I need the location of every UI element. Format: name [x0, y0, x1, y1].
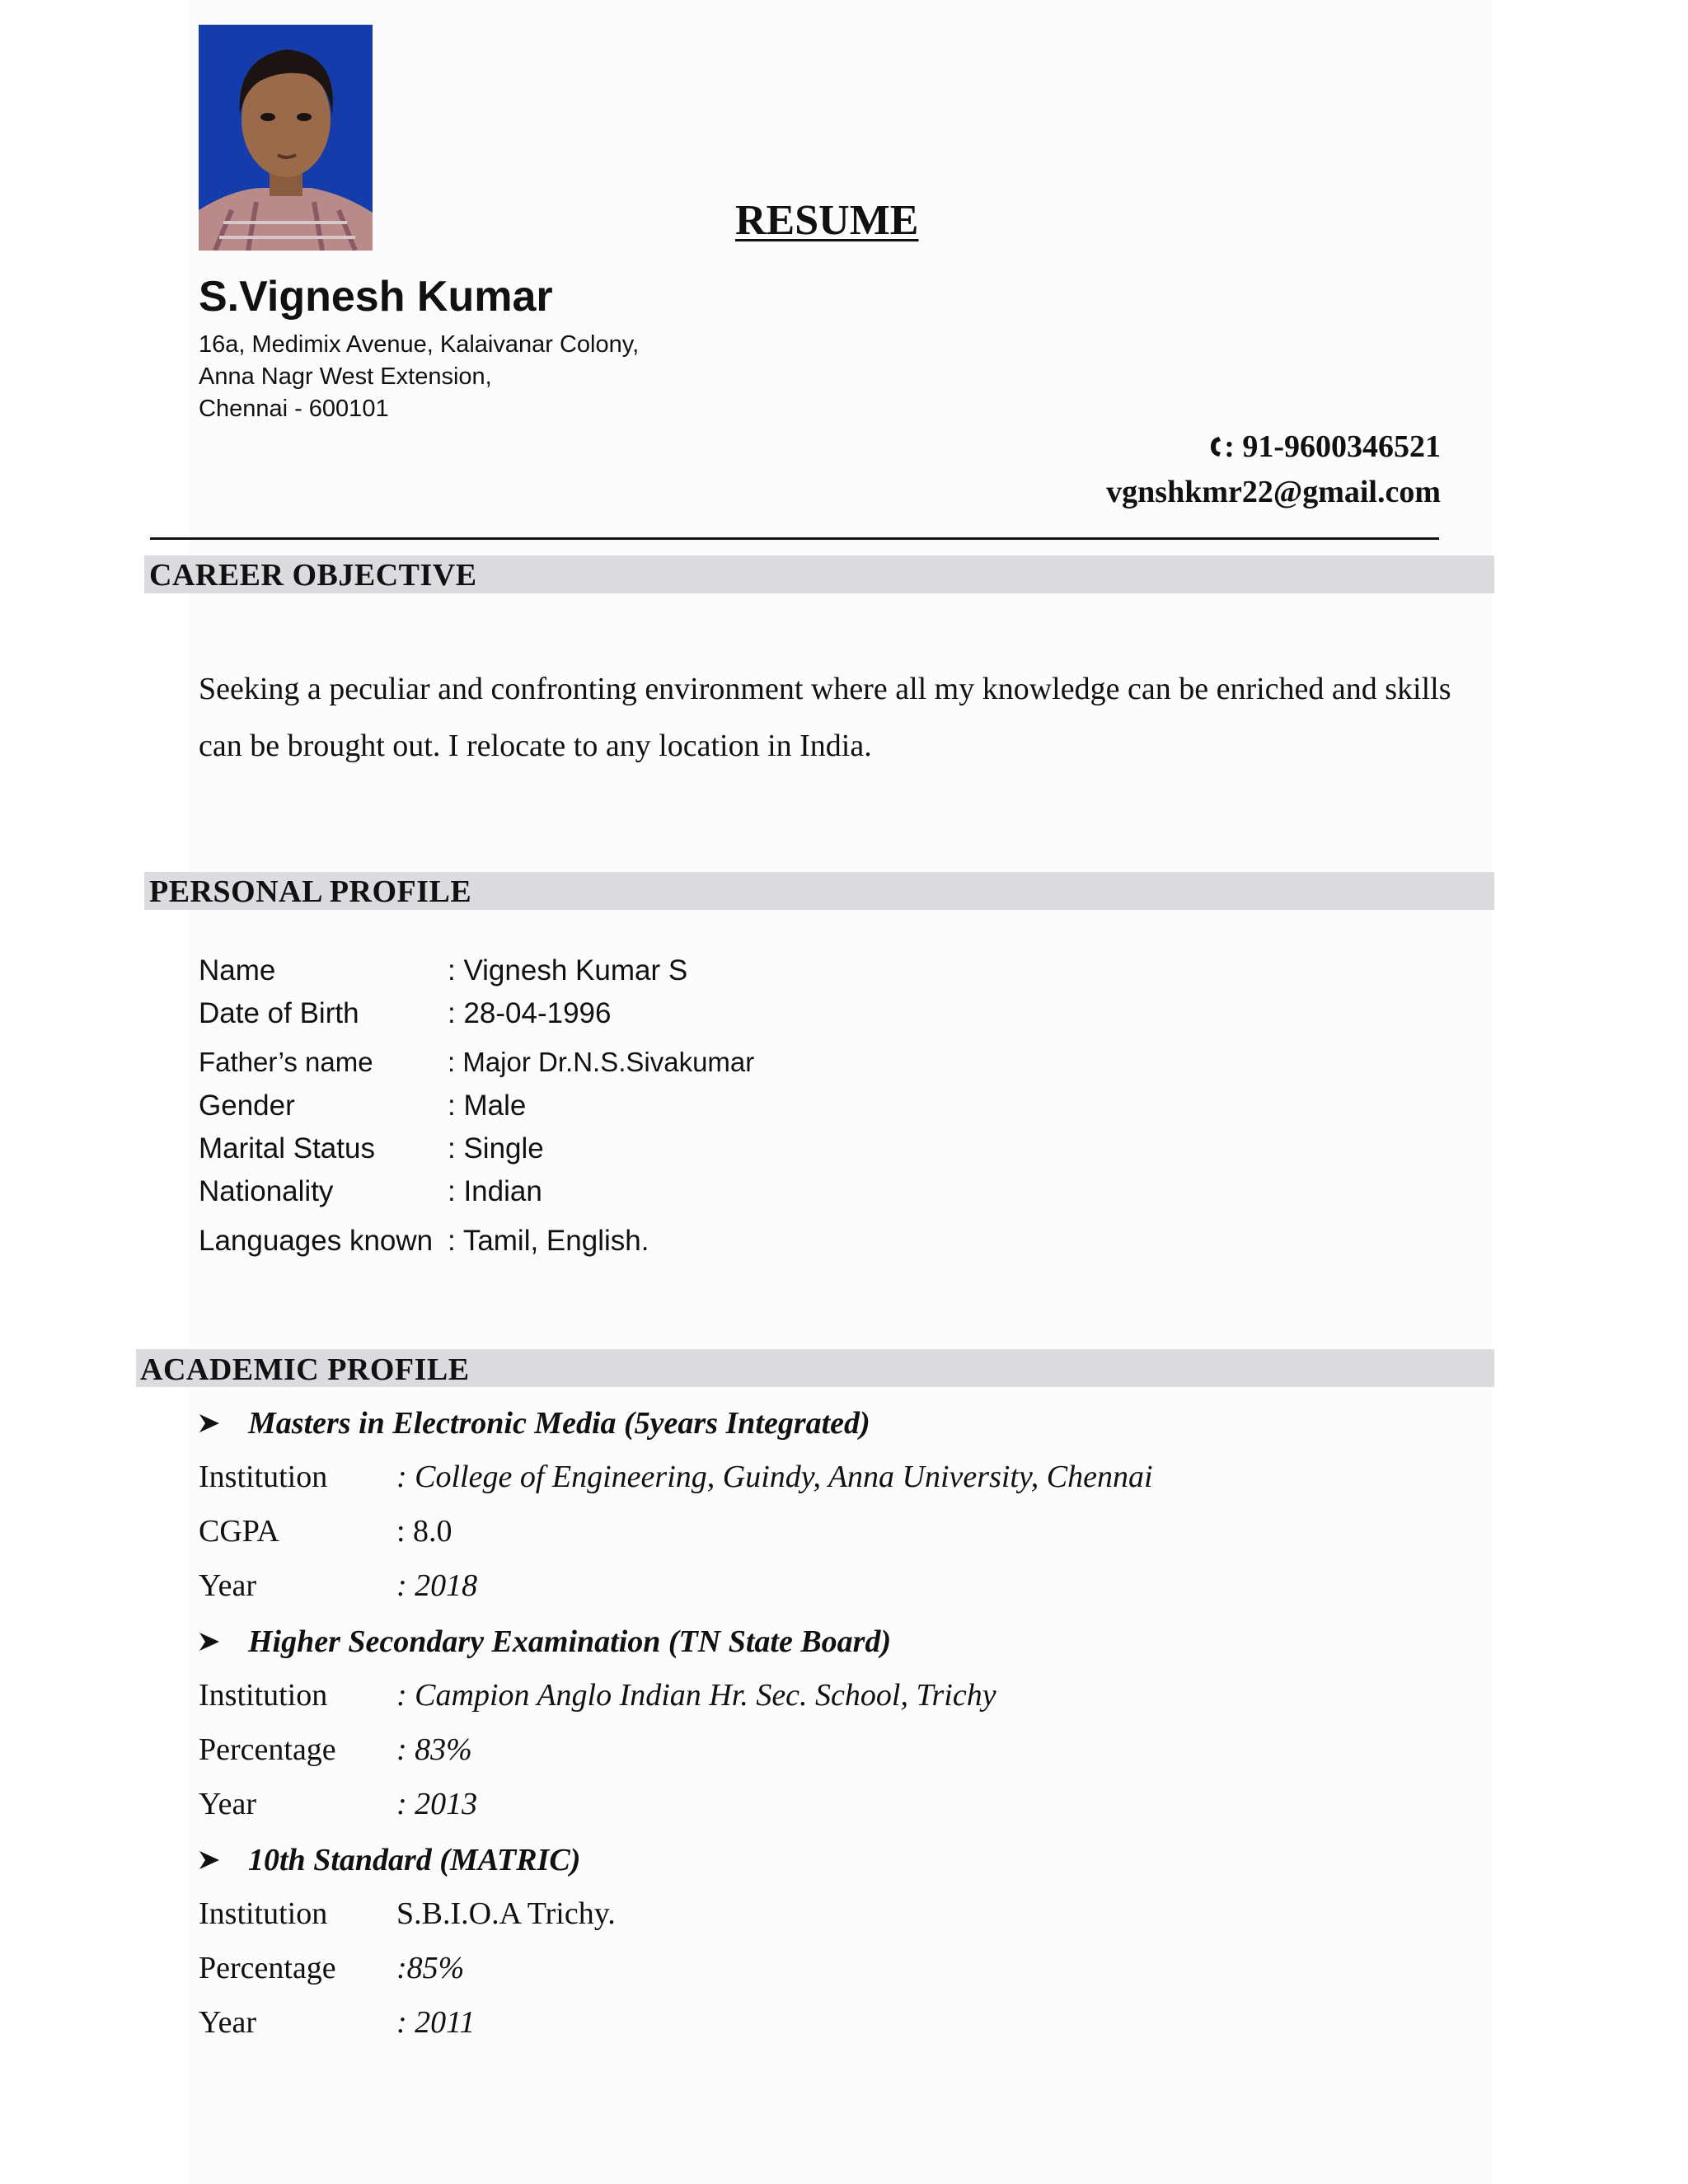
- academic-value-year: : 2013: [396, 1787, 478, 1821]
- candidate-name: S.Vignesh Kumar: [199, 273, 553, 321]
- academic-label-institution: Institution: [199, 1460, 328, 1494]
- academic-value-percentage: :85%: [396, 1951, 465, 1985]
- academic-label-percentage: Percentage: [199, 1951, 336, 1985]
- arrow-bullet-icon: [199, 1632, 220, 1652]
- address-line-1: 16a, Medimix Avenue, Kalaivanar Colony,: [199, 331, 640, 358]
- academic-value-year: : 2011: [396, 2005, 476, 2040]
- profile-value-languages: : Tamil, English.: [448, 1225, 649, 1257]
- academic-value-institution: : College of Engineering, Guindy, Anna University, Chennai: [396, 1460, 1153, 1494]
- header-divider: [150, 537, 1439, 540]
- profile-label-dob: Date of Birth: [199, 997, 359, 1029]
- profile-label-nationality: Nationality: [199, 1175, 334, 1207]
- arrow-bullet-icon: [199, 1413, 220, 1433]
- profile-value-nationality: : Indian: [448, 1175, 542, 1207]
- academic-value-institution: S.B.I.O.A Trichy.: [396, 1896, 616, 1931]
- profile-value-marital: : Single: [448, 1132, 544, 1165]
- academic-label-institution: Institution: [199, 1896, 328, 1931]
- academic-value-year: : 2018: [396, 1568, 478, 1603]
- profile-label-gender: Gender: [199, 1090, 295, 1122]
- academic-value-institution: : Campion Anglo Indian Hr. Sec. School, Trichy: [396, 1678, 996, 1713]
- profile-label-languages: Languages known: [199, 1225, 434, 1257]
- degree-title: Higher Secondary Examination (TN State Board): [248, 1624, 892, 1659]
- academic-value-percentage: : 83%: [396, 1732, 472, 1767]
- academic-label-year: Year: [199, 2005, 257, 2040]
- career-objective-text: Seeking a peculiar and confronting environment where all my knowledge can be enriched and skills can be brought out. I relocate to any location in India.: [199, 672, 1451, 763]
- degree-title: Masters in Electronic Media (5years Integrated): [248, 1406, 870, 1441]
- degree-title: 10th Standard (MATRIC): [248, 1843, 581, 1877]
- personal-profile-heading: PERSONAL PROFILE: [149, 874, 472, 909]
- academic-value-cgpa: : 8.0: [396, 1514, 452, 1549]
- phone-line: [1207, 429, 1441, 465]
- academic-label-year: Year: [199, 1787, 257, 1821]
- profile-photo: [199, 25, 373, 251]
- academic-label-percentage: Percentage: [199, 1732, 336, 1767]
- degree-higher-secondary: [199, 1624, 891, 1660]
- academic-profile-heading: ACADEMIC PROFILE: [140, 1352, 470, 1387]
- academic-label-cgpa: CGPA: [199, 1514, 279, 1549]
- address-line-3: Chennai - 600101: [199, 396, 389, 422]
- profile-value-name: : Vignesh Kumar S: [448, 954, 688, 987]
- profile-value-father: : Major Dr.N.S.Sivakumar: [448, 1047, 755, 1077]
- address-line-2: Anna Nagr West Extension,: [199, 363, 492, 390]
- profile-label-father: Father’s name: [199, 1047, 373, 1077]
- phone-icon: [1207, 435, 1222, 458]
- career-objective-heading: CAREER OBJECTIVE: [149, 558, 477, 593]
- profile-label-name: Name: [199, 954, 276, 987]
- resume-title: RESUME: [735, 197, 919, 244]
- academic-label-year: Year: [199, 1568, 257, 1603]
- email-address: vgnshkmr22@gmail.com: [1106, 475, 1441, 509]
- phone-number: : 91-9600346521: [1224, 429, 1441, 464]
- academic-label-institution: Institution: [199, 1678, 328, 1713]
- degree-10th-standard: [199, 1842, 580, 1878]
- degree-masters: [199, 1405, 870, 1441]
- profile-label-marital: Marital Status: [199, 1132, 375, 1165]
- profile-value-gender: : Male: [448, 1090, 527, 1122]
- profile-value-dob: : 28-04-1996: [448, 997, 612, 1029]
- arrow-bullet-icon: [199, 1850, 220, 1870]
